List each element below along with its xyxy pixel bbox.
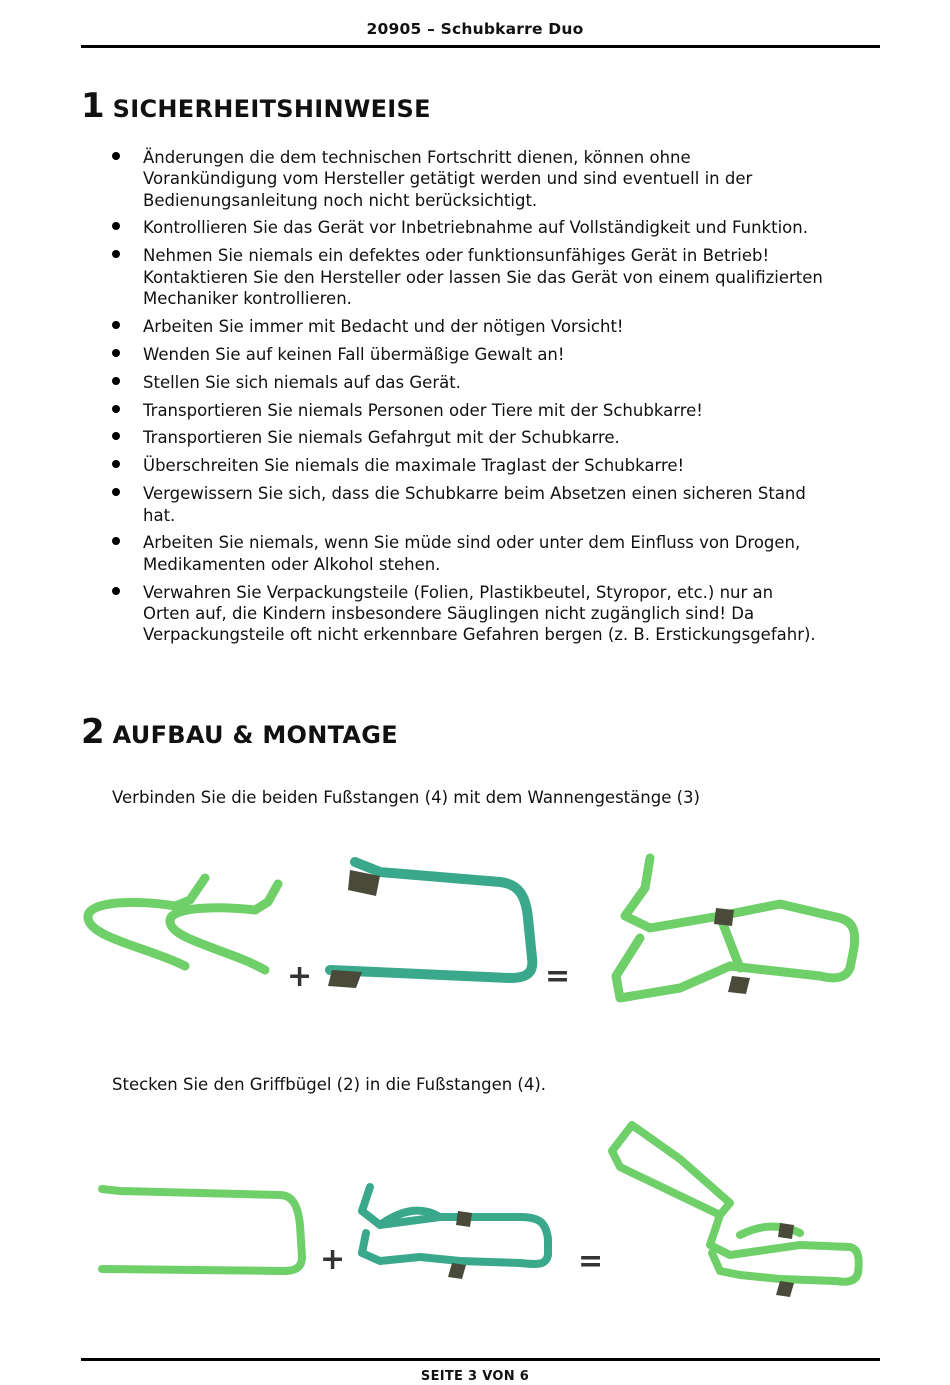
plus-icon: + xyxy=(320,1242,346,1277)
bullet-icon xyxy=(112,488,120,496)
assembly-step-1-illustration xyxy=(80,838,870,1018)
list-item xyxy=(112,483,882,526)
bullet-icon xyxy=(112,222,120,230)
footer-rule xyxy=(81,1358,880,1361)
handle-bar-icon xyxy=(102,1189,302,1271)
list-item xyxy=(112,147,882,211)
list-item-text: Änderungen die dem technischen Fortschritt dienen, können ohne Vorankündigung vom Hersteller getätigt werden und sind eventuell in der Bedienungsanleitung noch nicht berücksichtigt. xyxy=(143,148,753,210)
document-header-title: 20905 – Schubkarre Duo xyxy=(366,20,584,38)
header-rule xyxy=(81,45,880,48)
list-item-text: Stellen Sie sich niemals auf das Gerät. xyxy=(143,372,461,392)
list-item xyxy=(112,532,882,575)
list-item-text: Transportieren Sie niemals Personen oder Tiere mit der Schubkarre! xyxy=(143,400,703,420)
section-2-number: 2 xyxy=(81,712,105,752)
list-item-text: Überschreiten Sie niemals die maximale Traglast der Schubkarre! xyxy=(143,456,685,476)
list-item-text: Kontrollieren Sie das Gerät vor Inbetriebnahme auf Vollständigkeit und Funktion. xyxy=(143,218,808,238)
equals-icon: = xyxy=(545,959,571,994)
assembly-step-1-text: Verbinden Sie die beiden Fußstangen (4) mit dem Wannengestänge (3) xyxy=(112,788,700,807)
section-2-heading xyxy=(81,712,398,752)
list-item-text: Vergewissern Sie sich, dass die Schubkarre beim Absetzen einen sicheren Stand hat. xyxy=(143,484,806,525)
assembled-with-handle-icon xyxy=(612,1125,859,1282)
list-item-text: Transportieren Sie niemals Gefahrgut mit der Schubkarre. xyxy=(143,428,620,448)
list-item xyxy=(112,217,882,238)
bullet-icon xyxy=(112,321,120,329)
bullet-icon xyxy=(112,152,120,160)
assembled-brackets-icon xyxy=(776,1223,794,1297)
bullet-icon xyxy=(112,405,120,413)
step-1-diagram xyxy=(80,838,870,1018)
page-number: SEITE 3 VON 6 xyxy=(420,1369,530,1384)
bullet-icon xyxy=(112,587,120,595)
list-item-text: Wenden Sie auf keinen Fall übermäßige Gewalt an! xyxy=(143,344,565,364)
list-item xyxy=(112,582,882,646)
list-item-text: Arbeiten Sie niemals, wenn Sie müde sind oder unter dem Einfluss von Drogen, Medikamenten oder Alkohol stehen. xyxy=(143,533,801,574)
section-1-title: SICHERHEITSHINWEISE xyxy=(112,95,431,123)
foot-bars-icon xyxy=(88,878,278,970)
bullet-icon xyxy=(112,377,120,385)
frame-with-foot-bars-icon xyxy=(362,1187,548,1264)
bullet-icon xyxy=(112,349,120,357)
safety-notes-list xyxy=(112,147,882,652)
equals-icon: = xyxy=(578,1244,604,1279)
list-item xyxy=(112,400,882,421)
list-item xyxy=(112,455,882,476)
assembly-step-2-illustration xyxy=(80,1115,870,1305)
list-item xyxy=(112,344,882,365)
list-item xyxy=(112,245,882,309)
assembly-step-2-text: Stecken Sie den Griffbügel (2) in die Fußstangen (4). xyxy=(112,1075,547,1094)
section-1-number: 1 xyxy=(81,86,105,126)
step-2-diagram xyxy=(80,1115,870,1305)
list-item xyxy=(112,316,882,337)
bullet-icon xyxy=(112,250,120,258)
bullet-icon xyxy=(112,432,120,440)
list-item-text: Nehmen Sie niemals ein defektes oder funktionsunfähiges Gerät in Betrieb! Kontaktieren Sie den Hersteller oder lassen Sie das Gerät von einem qualifizierten Mechaniker kontrollieren. xyxy=(143,246,823,308)
list-item-text: Arbeiten Sie immer mit Bedacht und der nötigen Vorsicht! xyxy=(143,316,624,336)
list-item-text: Verwahren Sie Verpackungsteile (Folien, Plastikbeutel, Styropor, etc.) nur an Orten auf, die Kindern insbesondere Säuglingen nicht zugänglich sind! Da Verpackungsteile oft nicht erkennbare Gefahren bergen (z. B. Erstickungsgefahr). xyxy=(143,582,816,645)
section-2-title: AUFBAU & MONTAGE xyxy=(112,721,398,749)
plus-icon: + xyxy=(287,959,313,994)
bullet-icon xyxy=(112,460,120,468)
list-item xyxy=(112,372,882,393)
section-1-heading xyxy=(81,86,431,126)
list-item xyxy=(112,427,882,448)
bullet-icon xyxy=(112,537,120,545)
frame-brackets-icon xyxy=(448,1211,472,1279)
